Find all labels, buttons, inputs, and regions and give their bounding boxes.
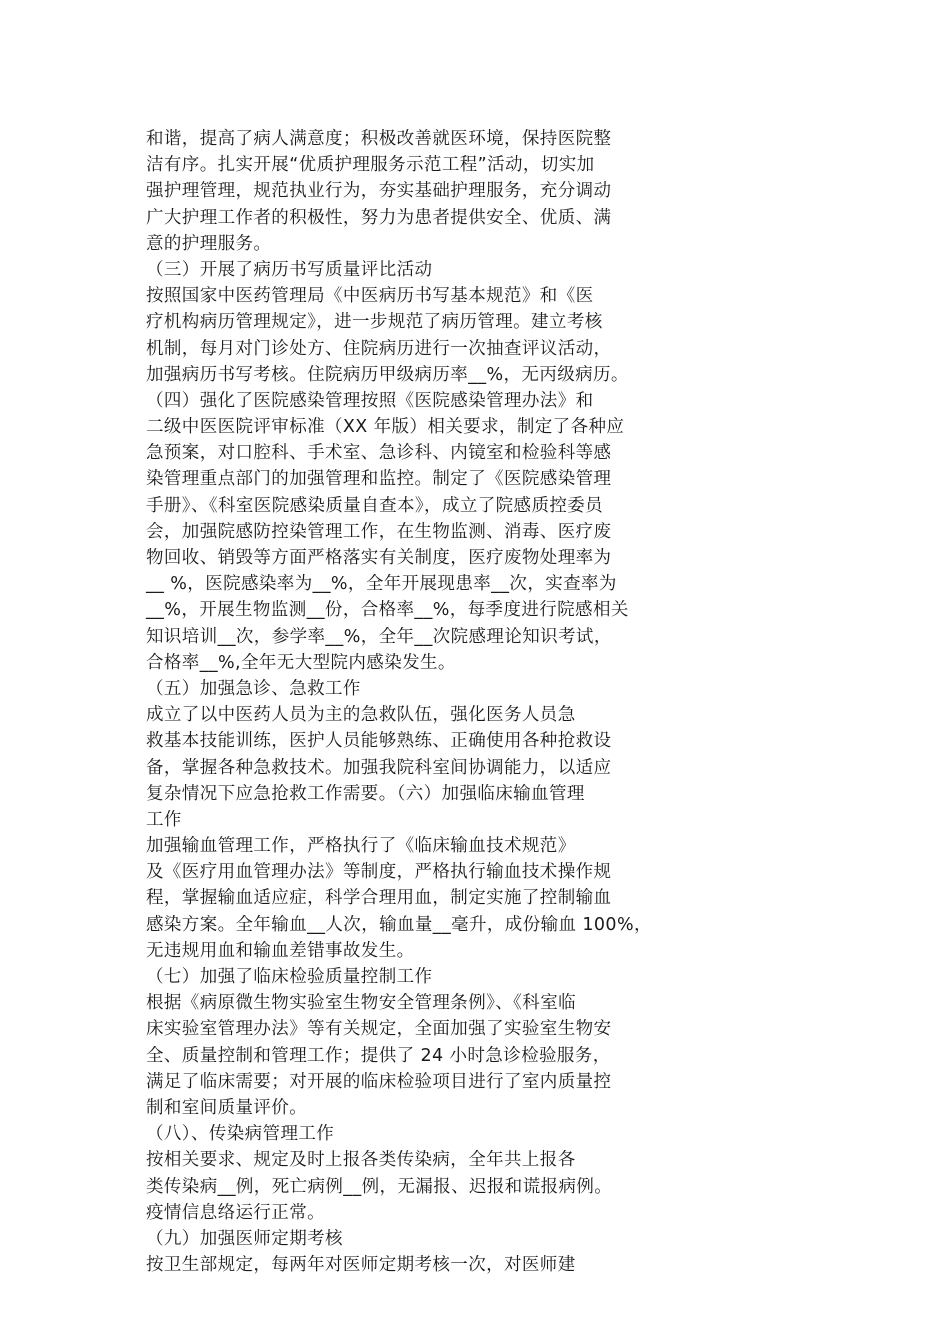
text-line: __%，开展生物监测__份，合格率__%，每季度进行院感相关 bbox=[146, 600, 629, 621]
text-line: 全、质量控制和管理工作；提供了 24 小时急诊检验服务， bbox=[146, 1045, 611, 1066]
text-line: 手册》、《科室医院感染质量自查本》，成立了院感质控委员 bbox=[146, 495, 604, 516]
text-line: 按卫生部规定，每两年对医师定期考核一次，对医师建 bbox=[146, 1255, 576, 1276]
section-heading: （九）加强医师定期考核 bbox=[146, 1228, 343, 1249]
text-line: 疫情信息络运行正常。 bbox=[146, 1202, 325, 1223]
text-line: 加强病历书写考核。住院病历甲级病历率__%，无丙级病历。 bbox=[146, 364, 629, 385]
text-line: 强护理管理，规范执业行为，夯实基础护理服务，充分调动 bbox=[146, 181, 612, 202]
text-line: 意的护理服务。 bbox=[146, 233, 272, 254]
text-line: 无违规用血和输血差错事故发生。 bbox=[146, 940, 415, 961]
text-line: 广大护理工作者的积极性，努力为患者提供安全、优质、满 bbox=[146, 207, 612, 228]
text-line: 按相关要求、规定及时上报各类传染病，全年共上报各 bbox=[146, 1150, 576, 1171]
text-line: 按照国家中医药管理局《中医病历书写基本规范》和《医 bbox=[146, 286, 594, 307]
text-line: 成立了以中医药人员为主的急救队伍，强化医务人员急 bbox=[146, 705, 576, 726]
text-line: 根据《病原微生物实验室生物安全管理条例》、《科室临 bbox=[146, 993, 576, 1014]
text-line: 复杂情况下应急抢救工作需要。（六）加强临床输血管理 bbox=[146, 783, 585, 804]
text-line: 机制，每月对门诊处方、住院病历进行一次抽查评议活动， bbox=[146, 338, 612, 359]
text-line: 工作 bbox=[146, 809, 182, 830]
section-heading: （五）加强急诊、急救工作 bbox=[146, 678, 361, 699]
text-line: 满足了临床需要；对开展的临床检验项目进行了室内质量控 bbox=[146, 1071, 612, 1092]
text-line: 洁有序。扎实开展“优质护理服务示范工程”活动，切实加 bbox=[146, 155, 595, 176]
text-line: 和谐，提高了病人满意度；积极改善就医环境，保持医院整 bbox=[146, 129, 612, 149]
text-line: 疗机构病历管理规定》，进一步规范了病历管理。建立考核 bbox=[146, 312, 603, 333]
text-line: __ %，医院感染率为__%，全年开展现患率__次，实查率为 bbox=[146, 574, 617, 595]
text-line: 救基本技能训练，医护人员能够熟练、正确使用各种抢救设 bbox=[146, 731, 612, 752]
text-line: 类传染病__例，死亡病例__例，无漏报、迟报和谎报病例。 bbox=[146, 1176, 613, 1197]
text-line: 程，掌握输血适应症，科学合理用血，制定实施了控制输血 bbox=[146, 888, 612, 909]
text-line: 备，掌握各种急救技术。加强我院科室间协调能力，以适应 bbox=[146, 757, 612, 778]
document-body bbox=[146, 126, 686, 1278]
text-line: 合格率__%,全年无大型院内感染发生。 bbox=[146, 652, 456, 673]
section-heading: （七）加强了临床检验质量控制工作 bbox=[146, 967, 433, 987]
text-line: 床实验室管理办法》等有关规定，全面加强了实验室生物安 bbox=[146, 1019, 612, 1040]
text-line: 感染方案。全年输血__人次，输血量__毫升，成份输血 100%， bbox=[146, 914, 652, 935]
text-line: 及《医疗用血管理办法》等制度，严格执行输血技术操作规 bbox=[146, 862, 612, 883]
text-line: 制和室间质量评价。 bbox=[146, 1097, 308, 1118]
text-line: 二级中医医院评审标准（XX 年版）相关要求，制定了各种应 bbox=[146, 417, 625, 438]
text-line: 染管理重点部门的加强管理和监控。制定了《医院感染管理 bbox=[146, 469, 612, 490]
section-heading: （八）、传染病管理工作 bbox=[146, 1124, 335, 1145]
section-heading: （三）开展了病历书写质量评比活动 bbox=[146, 259, 433, 280]
text-line: 急预案，对口腔科、手术室、急诊科、内镜室和检验科等感 bbox=[146, 443, 612, 464]
text-line: 物回收、销毁等方面严格落实有关制度，医疗废物处理率为 bbox=[146, 548, 612, 568]
text-line: 会，加强院感防控染管理工作，在生物监测、消毒、医疗废 bbox=[146, 521, 612, 542]
text-line: 知识培训__次，参学率__%，全年__次院感理论知识考试， bbox=[146, 626, 612, 647]
text-line: 加强输血管理工作，严格执行了《临床输血技术规范》 bbox=[146, 836, 576, 857]
section-heading: （四）强化了医院感染管理按照《医院感染管理办法》和 bbox=[146, 390, 594, 411]
